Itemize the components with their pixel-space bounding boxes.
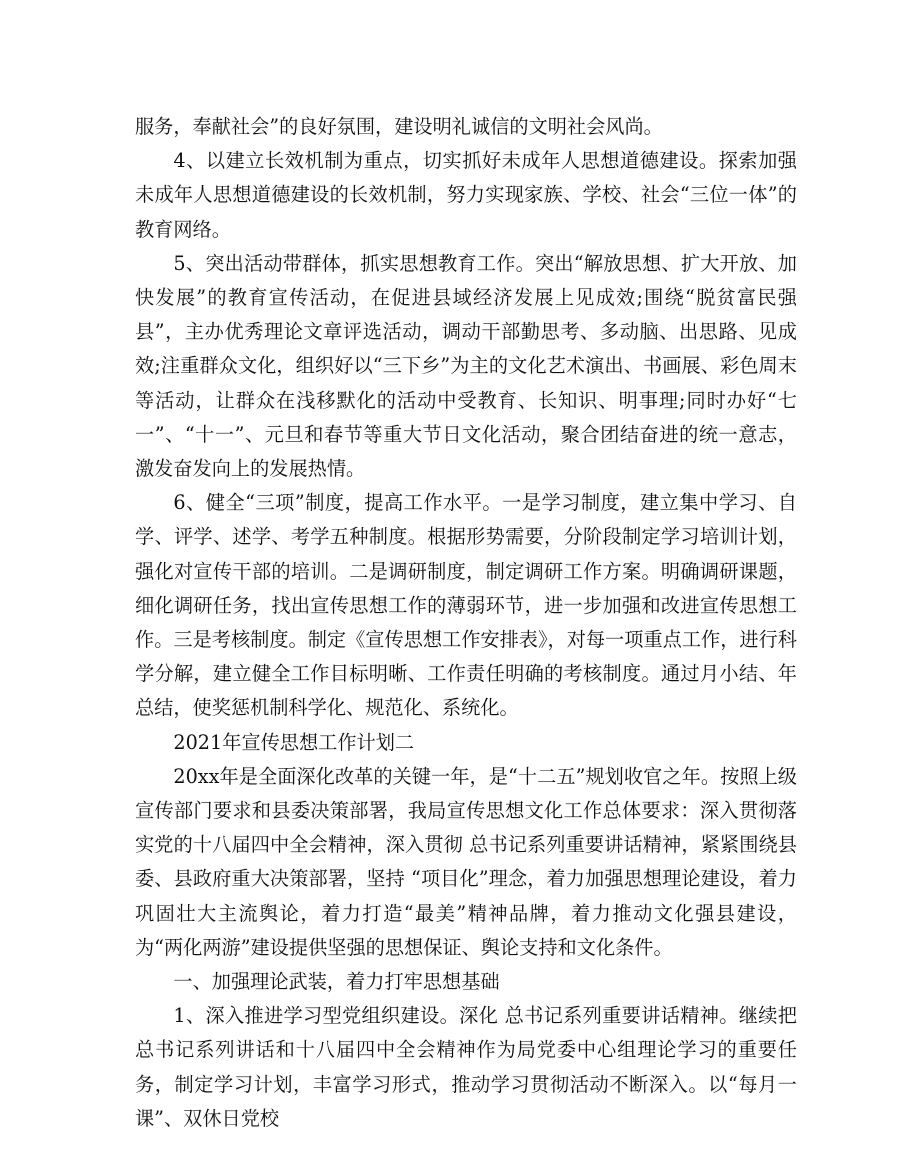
paragraph-intro: 20xx年是全面深化改革的关键一年，是“十二五”规划收官之年。按照上级宣传部门要求和县委决策部署，我局宣传思想文化工作总体要求：深入贯彻落实党的十八届四中全会精神，深入贯彻 总书记系列重要讲话精神，紧紧围绕县委、县政府重大决策部署，坚持 “项目化”理念，着力加强思想理论建设，着力巩固壮大主流舆论，着力打造“最美”精神品牌，着力推动文化强县建设，为“两化两游”建设提供坚强的思想保证、舆论支持和文化条件。: [135, 764, 797, 959]
paragraph-continuation: 服务，奉献社会”的良好氛围，建设明礼诚信的文明社会风尚。: [135, 115, 663, 138]
paragraph-item-6: 6、健全“三项”制度，提高工作水平。一是学习制度，建立集中学习、自学、评学、述学、考学五种制度。根据形势需要，分阶段制定学习培训计划，强化对宣传干部的培训。二是调研制度，制定调研工作方案。明确调研课题，细化调研任务，找出宣传思想工作的薄弱环节，进一步加强和改进宣传思想工作。三是考核制度。制定《宣传思想工作安排表》，对每一项重点工作，进行科学分解，建立健全工作目标明晰、工作责任明确的考核制度。通过月小结、年总结，使奖惩机制科学化、规范化、系统化。: [135, 491, 797, 720]
paragraph-item-5: 5、突出活动带群体，抓实思想教育工作。突出“解放思想、扩大开放、加快发展”的教育宣传活动，在促进县域经济发展上见成效;围绕“脱贫富民强县”，主办优秀理论文章评选活动，调动干部勤思考、多动脑、出思路、见成效;注重群众文化，组织好以“三下乡”为主的文化艺术演出、书画展、彩色周末等活动，让群众在浅移默化的活动中受教育、长知识、明事理;同时办好“七一”、“十一”、元旦和春节等重大节日文化活动，聚合团结奋进的统一意志，激发奋发向上的发展热情。: [135, 251, 797, 481]
document-body: [135, 110, 797, 1136]
paragraph-item-4: 4、以建立长效机制为重点，切实抓好未成年人思想道德建设。探索加强未成年人思想道德建设的长效机制，努力实现家族、学校、社会“三位一体”的教育网络。: [135, 149, 797, 241]
paragraph-item-1: 1、深入推进学习型党组织建设。深化 总书记系列重要讲话精神。继续把 总书记系列讲话和十八届四中全会精神作为局党委中心组理论学习的重要任务，制定学习计划，丰富学习形式，推动学习贯彻活动不断深入。以“每月一课”、双休日党校: [135, 1004, 797, 1130]
section-heading-1: 一、加强理论武装，着力打牢思想基础: [173, 970, 500, 994]
section-title: 2021年宣传思想工作计划二: [173, 730, 415, 754]
